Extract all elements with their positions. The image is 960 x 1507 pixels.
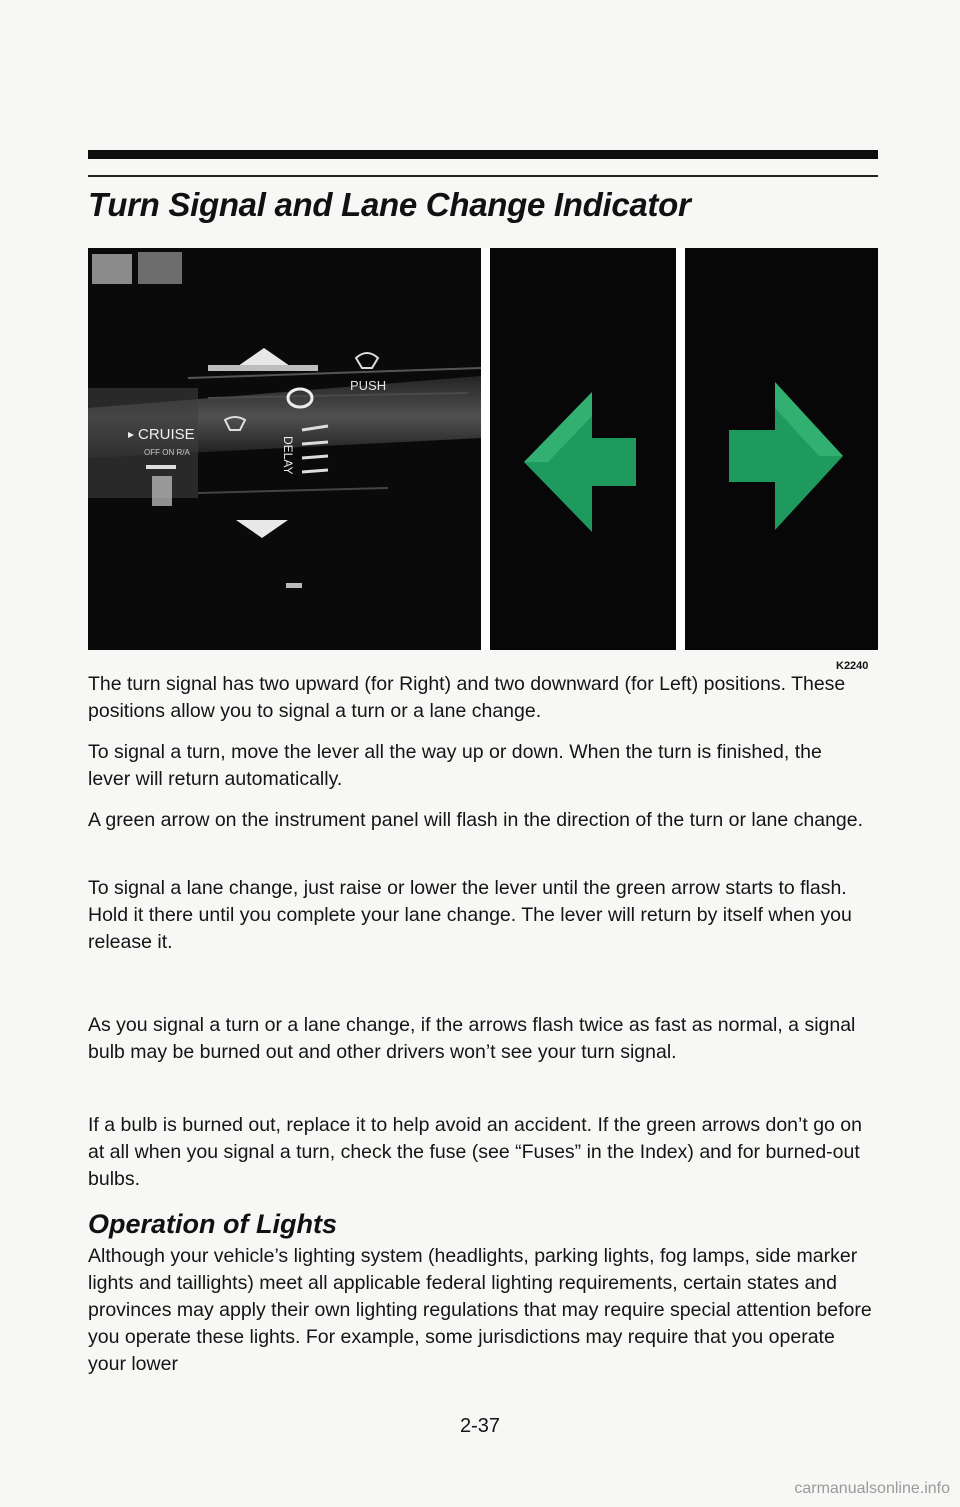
paragraph: The turn signal has two upward (for Right) and two downward (for Left) positions. These positions allow you to signal a turn or a lane change. xyxy=(88,673,846,722)
right-green-arrow-icon xyxy=(685,248,878,650)
page-number: 2-37 xyxy=(459,1415,501,1437)
lever-photo xyxy=(88,248,481,650)
header-rule-thick xyxy=(88,150,878,159)
dash-button-mid xyxy=(138,252,182,284)
cruise-label: CRUISE xyxy=(138,426,195,443)
dash-button-left xyxy=(92,254,132,284)
paragraph: To signal a lane change, just raise or lower the lever until the green arrow starts to flash. Hold it there until you complete your lane change. The lever will return by itself when you release it. xyxy=(88,877,852,953)
delay-label: DELAY xyxy=(281,436,295,475)
cruise-sub-label: OFF ON R/A xyxy=(144,448,190,457)
figure-divider-right xyxy=(676,248,685,650)
subheading: Operation of Lights xyxy=(88,1209,337,1239)
left-arrow-panel xyxy=(490,248,676,650)
left-green-arrow-icon xyxy=(490,248,676,650)
turn-signal-figure xyxy=(88,248,878,650)
lever-photo-graphic xyxy=(88,248,481,650)
paragraph: If a bulb is burned out, replace it to help avoid an accident. If the green arrows don’t go on at all when you signal a turn, check the fuse (see “Fuses” in the Index) and for burned-out bulbs. xyxy=(88,1114,862,1190)
lights-paragraph: Although your vehicle’s lighting system (headlights, parking lights, fog lamps, side marker lights and taillights) meet all applicable federal lighting requirements, certain states and provinces may apply their own lighting regulations that may require special attention before you operate these lights. For example, some jurisdictions may require that you operate your lower xyxy=(88,1245,872,1375)
paragraph: As you signal a turn or a lane change, if the arrows flash twice as fast as normal, a signal bulb may be burned out and other drivers won’t see your turn signal. xyxy=(88,1014,856,1063)
paragraph: To signal a turn, move the lever all the way up or down. When the turn is finished, the lever will return automatically. xyxy=(88,741,822,790)
paragraph: A green arrow on the instrument panel will flash in the direction of the turn or lane change. xyxy=(88,809,864,831)
right-arrow-panel xyxy=(685,248,878,650)
push-label: PUSH xyxy=(350,378,387,393)
figure-code: K2240 xyxy=(836,660,869,672)
header-rule-thin xyxy=(88,175,878,177)
figure-divider-left xyxy=(481,248,490,650)
watermark: carmanualsonline.info xyxy=(794,1480,950,1497)
section-title: Turn Signal and Lane Change Indicator xyxy=(88,186,691,223)
